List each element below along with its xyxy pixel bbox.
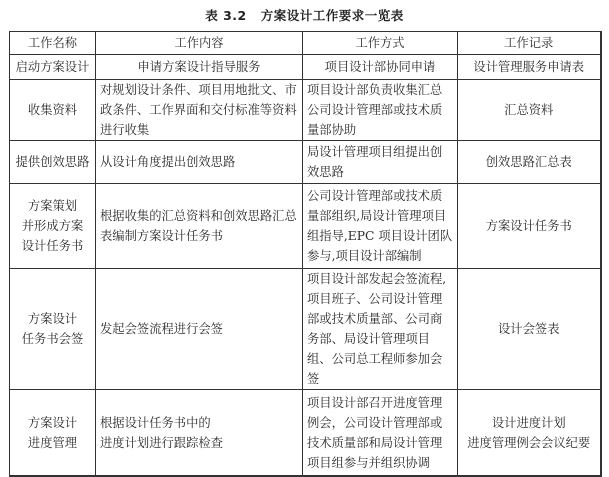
cell-work-method: 局设计管理项目组提出创效思路 xyxy=(303,141,458,184)
cell-work-method: 项目设计部协同申请 xyxy=(303,55,458,80)
table-row xyxy=(10,390,601,477)
name-line: 方案策划 xyxy=(27,199,78,213)
table-header-row xyxy=(10,32,601,55)
cell-work-method: 项目设计部发起会签流程,项目班子、公司设计管理部或技术质量部、公司商务部、局设计管理项目组、公司总工程师参加会签 xyxy=(303,269,458,390)
table-row xyxy=(10,269,601,390)
name-line: 设计任务书 xyxy=(21,239,84,253)
cell-work-name xyxy=(10,269,96,390)
cell-work-method: 项目设计部召开进度管理例会，公司设计管理部或技术质量部和局设计管理项目组参与并组织协调 xyxy=(303,390,458,477)
name-line: 方案设计 xyxy=(27,415,78,430)
cell-work-name xyxy=(10,184,96,269)
cell-work-name: 启动方案设计 xyxy=(10,55,96,80)
cell-work-content: 发起会签流程进行会签 xyxy=(96,269,303,390)
name-line: 方案设计 xyxy=(27,312,78,326)
table-row xyxy=(10,141,601,184)
table-row xyxy=(10,184,601,269)
cell-work-content xyxy=(96,390,303,477)
cell-work-record: 创效思路汇总表 xyxy=(458,141,601,184)
table-row xyxy=(10,80,601,141)
table-title: 方案设计工作要求一览表 xyxy=(260,8,404,23)
cell-work-content: 从设计角度提出创效思路 xyxy=(96,141,303,184)
cell-work-record xyxy=(458,390,601,477)
cell-work-record: 方案设计任务书 xyxy=(458,184,601,269)
name-line: 进度管理 xyxy=(27,435,78,450)
cell-work-name: 提供创效思路 xyxy=(10,141,96,184)
content-line: 进度计划进行跟踪检查 xyxy=(100,435,223,450)
table-caption xyxy=(0,6,609,24)
record-line: 设计进度计划 xyxy=(491,415,566,430)
cell-work-content: 根据收集的汇总资料和创效思路汇总表编制方案设计任务书 xyxy=(96,184,303,269)
cell-work-method: 公司设计管理部或技术质量部组织,局设计管理项目组指导,EPC 项目设计团队参与,项目设计部编制 xyxy=(303,184,458,269)
cell-work-record: 设计会签表 xyxy=(458,269,601,390)
cell-work-record: 设计管理服务申请表 xyxy=(458,55,601,80)
table-number: 表 3.2 xyxy=(205,8,247,23)
cell-work-name: 收集资料 xyxy=(10,80,96,141)
header-work-content: 工作内容 xyxy=(96,32,303,55)
cell-work-method: 项目设计部负责收集汇总公司设计管理部或技术质量部协助 xyxy=(303,80,458,141)
work-requirements-table xyxy=(9,31,602,477)
cell-work-name xyxy=(10,390,96,477)
cell-work-record: 汇总资料 xyxy=(458,80,601,141)
header-work-method: 工作方式 xyxy=(303,32,458,55)
record-line: 进度管理例会会议纪要 xyxy=(467,435,591,450)
header-work-name: 工作名称 xyxy=(10,32,96,55)
header-work-record: 工作记录 xyxy=(458,32,601,55)
cell-work-content: 对规划设计条件、项目用地批文、市政条件、工作界面和交付标准等资料进行收集 xyxy=(96,80,303,141)
name-line: 并形成方案 xyxy=(21,219,84,233)
name-line: 任务书会签 xyxy=(21,332,84,346)
table-row xyxy=(10,55,601,80)
cell-work-content: 申请方案设计指导服务 xyxy=(96,55,303,80)
content-line: 根据设计任务书中的 xyxy=(100,415,211,430)
